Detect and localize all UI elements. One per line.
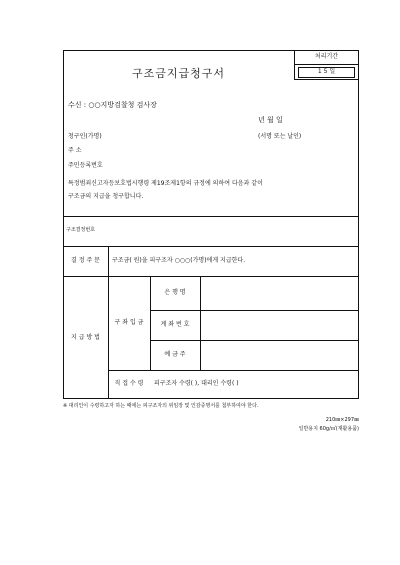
paper-type: 일반용지 60g/㎡(재활용품) (298, 426, 359, 432)
recipient-line: 수신 : ○○지방검찰청 검사장 (68, 101, 157, 109)
depositor-label: 예 금 주 (164, 351, 186, 358)
decision-main-label: 결 정 주 문 (71, 257, 100, 264)
direct-receipt-label: 직 접 수 령 (114, 380, 144, 387)
payment-method-label: 지 급 방 법 (71, 334, 100, 341)
date-line: 년 월 일 (258, 116, 283, 124)
processing-period-value: 1 5 일 (317, 68, 336, 75)
decision-number-label: 구조결정번호 (66, 227, 95, 233)
sign-note: (서명 또는 날인) (258, 133, 302, 140)
direct-receipt-text: 피구조자 수령( ), 대리인 수령( ) (154, 380, 239, 387)
bank-name-label: 은 행 명 (164, 289, 186, 296)
decision-main-text: 구조금( 원)을 피구조자 ○○○(가명)에게 지급한다. (112, 257, 246, 264)
table-rule-3 (150, 310, 359, 311)
table-rule-5 (108, 370, 359, 371)
footnote: ※ 대리인이 수령하고자 하는 때에는 피구조자의 위임장 및 인감증명서를 첨부하여야 한다. (63, 403, 259, 409)
paper-size: 210㎜×297㎜ (325, 417, 359, 423)
account-transfer-label: 구 좌 입 금 (114, 319, 144, 326)
claimant-label: 청구인(가명) (68, 133, 102, 140)
account-number-label: 계 좌 번 호 (160, 321, 190, 328)
table-col-3 (200, 276, 201, 370)
processing-period-label: 처리기간 (314, 53, 339, 60)
statement-line-2: 구조금의 지급을 청구합니다. (68, 193, 144, 200)
address-label: 주 소 (68, 147, 82, 154)
statement-line-1: 특정범죄신고자등보호법시행령 제19조제1항의 규정에 의하여 다음과 같이 (68, 180, 263, 187)
form-title: 구조금지급청구서 (131, 67, 225, 80)
table-rule-4 (150, 340, 359, 341)
id-number-label: 주민등록번호 (68, 162, 103, 169)
table-top-rule (63, 216, 359, 217)
processing-period-divider (294, 64, 359, 65)
